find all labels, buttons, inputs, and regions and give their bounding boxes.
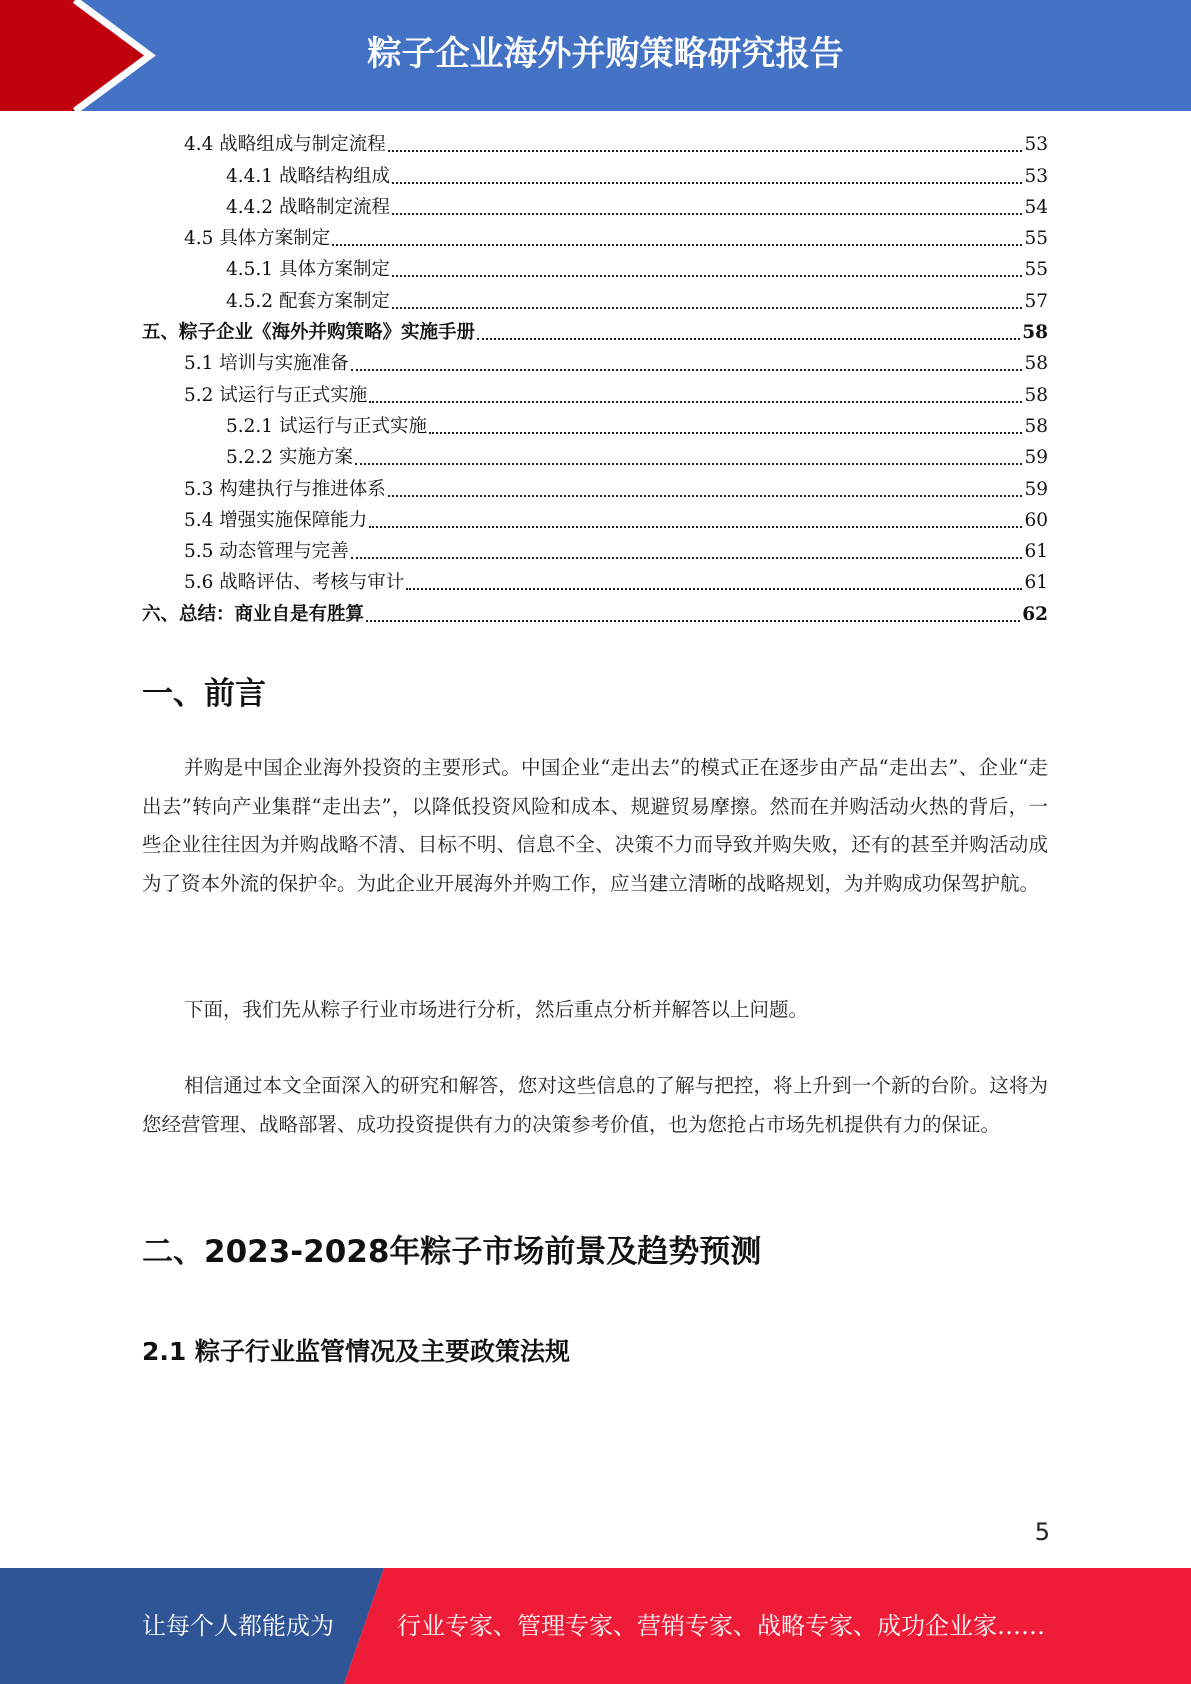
toc-entry-label: 4.5 具体方案制定	[184, 228, 331, 250]
toc-entry[interactable]	[142, 191, 1048, 222]
toc-entry[interactable]	[142, 566, 1048, 597]
toc-entry-label: 4.5.2 配套方案制定	[226, 290, 390, 312]
toc-entry-page: 58	[1022, 322, 1048, 344]
toc-dot-leader	[332, 244, 1022, 246]
toc-dot-leader	[429, 432, 1022, 434]
report-title: 粽子企业海外并购策略研究报告	[367, 34, 844, 74]
toc-entry-label: 4.5.1 具体方案制定	[226, 259, 390, 281]
toc-entry[interactable]	[142, 284, 1048, 315]
toc-dot-leader	[392, 307, 1022, 309]
toc-entry[interactable]	[142, 316, 1048, 347]
toc-entry-label: 5.6 战略评估、考核与审计	[184, 572, 405, 594]
toc-dot-leader	[351, 557, 1023, 559]
toc-entry-label: 5.2.2 实施方案	[226, 447, 353, 469]
toc-entry-page: 53	[1024, 134, 1048, 156]
page-number: 5	[1034, 1518, 1050, 1546]
toc-entry-label: 5.5 动态管理与完善	[184, 541, 349, 563]
toc-entry[interactable]	[142, 504, 1048, 535]
toc-dot-leader	[392, 182, 1022, 184]
toc-entry[interactable]	[142, 253, 1048, 284]
subsection-heading-regulation: 2.1 粽子行业监管情况及主要政策法规	[142, 1337, 570, 1366]
toc-entry-page: 53	[1024, 165, 1048, 187]
toc-entry-label: 5.1 培训与实施准备	[184, 353, 349, 375]
toc-dot-leader	[369, 401, 1022, 403]
toc-entry-page: 58	[1024, 415, 1048, 437]
section-heading-market-forecast: 二、2023-2028年粽子市场前景及趋势预测	[142, 1234, 762, 1270]
footer-slogan-left: 让每个人都能成为	[142, 1612, 334, 1640]
toc-dot-leader	[406, 588, 1022, 590]
toc-entry[interactable]	[142, 159, 1048, 190]
toc-entry-page: 59	[1024, 478, 1048, 500]
header-banner	[0, 0, 1191, 111]
toc-entry-label: 4.4.1 战略结构组成	[226, 165, 390, 187]
toc-dot-leader	[369, 526, 1022, 528]
toc-entry-page: 54	[1024, 196, 1048, 218]
toc-dot-leader	[388, 150, 1023, 152]
toc-entry-page: 55	[1024, 228, 1048, 250]
toc-entry-page: 61	[1024, 541, 1048, 563]
table-of-contents	[142, 128, 1048, 629]
toc-entry-page: 58	[1024, 384, 1048, 406]
toc-entry-page: 61	[1024, 572, 1048, 594]
paragraph-1: 并购是中国企业海外投资的主要形式。中国企业“走出去”的模式正在逐步由产品“走出去”、企业“走出去”转向产业集群“走出去”，以降低投资风险和成本、规避贸易摩擦。然而在并购活动火热的背后，一些企业往往因为并购战略不清、目标不明、信息不全、决策不力而导致并购失败，还有的甚至并购活动成为了资本外流的保护伞。为此企业开展海外并购工作，应当建立清晰的战略规划，为并购成功保驾护航。	[142, 756, 1048, 895]
toc-entry-label: 4.4 战略组成与制定流程	[184, 134, 386, 156]
toc-dot-leader	[392, 213, 1022, 215]
toc-entry-label: 5.2 试运行与正式实施	[184, 384, 368, 406]
toc-dot-leader	[351, 369, 1023, 371]
toc-entry-label: 4.4.2 战略制定流程	[226, 196, 390, 218]
section-heading-preface: 一、前言	[142, 676, 266, 712]
toc-dot-leader	[392, 275, 1022, 277]
toc-entry[interactable]	[142, 128, 1048, 159]
toc-entry[interactable]	[142, 222, 1048, 253]
toc-dot-leader	[355, 463, 1023, 465]
toc-entry[interactable]	[142, 441, 1048, 472]
toc-entry-page: 59	[1024, 447, 1048, 469]
toc-entry-label: 五、粽子企业《海外并购策略》实施手册	[142, 322, 476, 344]
toc-dot-leader	[477, 338, 1020, 340]
toc-entry-page: 58	[1024, 353, 1048, 375]
toc-entry-page: 57	[1024, 290, 1048, 312]
toc-entry[interactable]	[142, 597, 1048, 628]
toc-entry[interactable]	[142, 535, 1048, 566]
toc-entry[interactable]	[142, 378, 1048, 409]
toc-entry-label: 5.3 构建执行与推进体系	[184, 478, 386, 500]
footer-slogan-right: 行业专家、管理专家、营销专家、战略专家、成功企业家……	[397, 1612, 1045, 1640]
footer-banner	[0, 1568, 1191, 1684]
toc-entry-page: 62	[1022, 603, 1048, 625]
toc-dot-leader	[366, 620, 1020, 622]
toc-entry-label: 5.2.1 试运行与正式实施	[226, 415, 427, 437]
toc-entry-page: 60	[1024, 509, 1048, 531]
toc-entry-page: 55	[1024, 259, 1048, 281]
paragraph-3: 相信通过本文全面深入的研究和解答，您对这些信息的了解与把控，将上升到一个新的台阶。这将为您经营管理、战略部署、成功投资提供有力的决策参考价值，也为您抢占市场先机提供有力的保证。	[142, 1074, 1048, 1136]
toc-entry[interactable]	[142, 347, 1048, 378]
toc-dot-leader	[388, 495, 1023, 497]
paragraph-2: 下面，我们先从粽子行业市场进行分析，然后重点分析并解答以上问题。	[184, 998, 809, 1021]
toc-entry-label: 5.4 增强实施保障能力	[184, 509, 368, 531]
toc-entry[interactable]	[142, 472, 1048, 503]
toc-entry-label: 六、总结：商业自是有胜算	[142, 603, 365, 625]
toc-entry[interactable]	[142, 410, 1048, 441]
